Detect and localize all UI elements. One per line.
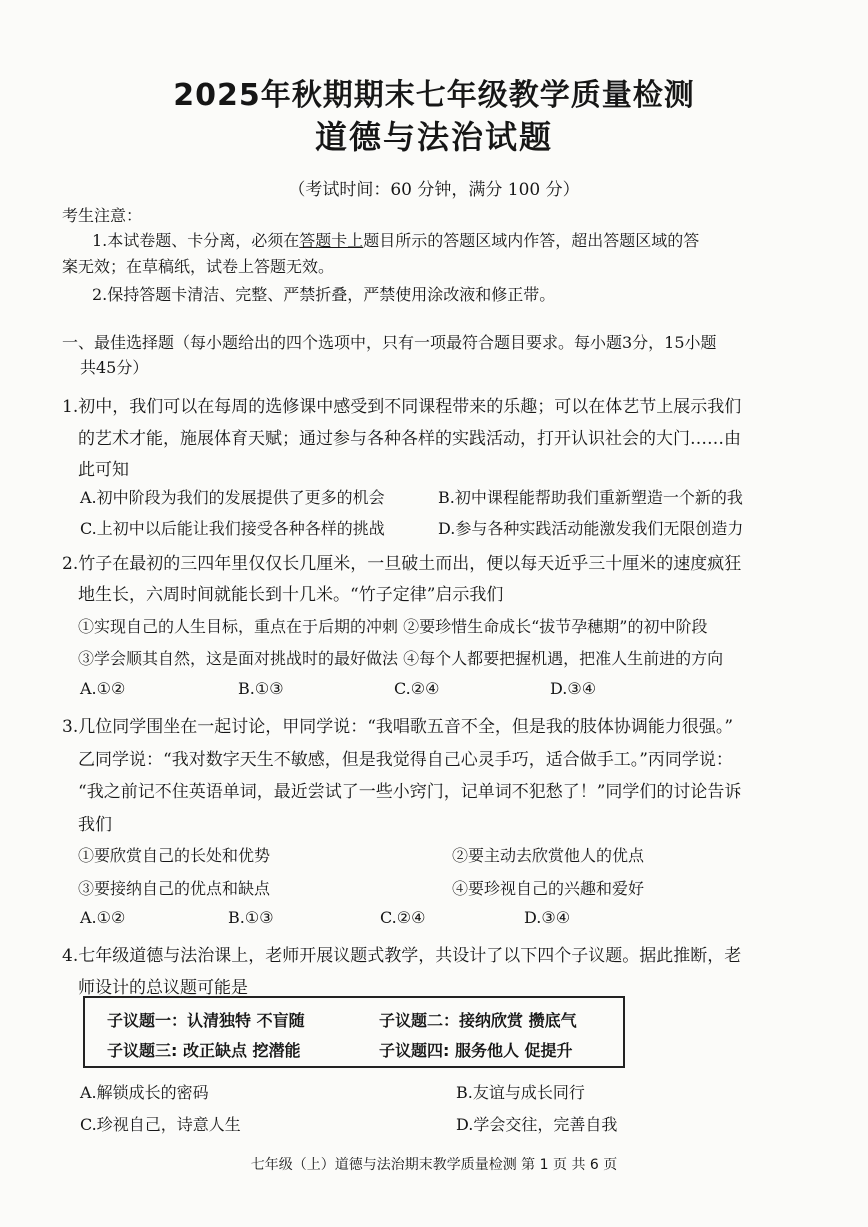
question-3-option-d: D.③④ [524,908,571,927]
question-1-line-1: 1.初中，我们可以在每周的选修课中感受到不同课程带来的乐趣；可以在体艺节上展示我们 [62,397,742,417]
question-4-option-d: D.学会交往，完善自我 [456,1115,618,1134]
notice-item-1-part-b: 题目所示的答题区域内作答，超出答题区域的答 [363,231,700,250]
question-2-option-d: D.③④ [550,679,597,698]
question-3-line-2: 乙同学说：“我对数字天生不敏感，但是我觉得自己心灵手巧，适合做手工。”丙同学说： [78,750,733,770]
question-3-line-1: 3.几位同学围坐在一起讨论，甲同学说：“我唱歌五音不全，但是我的肢体协调能力很强。” [62,717,734,737]
question-3-line-4: 我们 [78,815,112,835]
question-2-line-1: 2.竹子在最初的三四年里仅仅长几厘米，一旦破土而出，便以每天近乎三十厘米的速度疯狂 [62,554,742,574]
question-2-statement-row-2: ③学会顺其自然，这是面对挑战时的最好做法 ④每个人都要把握机遇，把准人生前进的方向 [78,649,724,668]
question-4-option-b: B.友谊与成长同行 [456,1083,585,1102]
question-2-option-b: B.①③ [238,679,284,698]
exam-info: （考试时间：60 分钟，满分 100 分） [288,180,580,200]
notice-item-1-underlined: 答题卡上 [299,231,364,250]
question-4-option-c: C.珍视自己，诗意人生 [80,1115,241,1134]
question-3-statement-4: ④要珍视自己的兴趣和爱好 [452,879,645,898]
question-3-statement-2: ②要主动去欣赏他人的优点 [452,846,645,865]
question-1-option-c: C.上初中以后能让我们接受各种各样的挑战 [80,519,385,538]
question-3-line-3: “我之前记不住英语单词，最近尝试了一些小窍门，记单词不犯愁了！”同学们的讨论告诉 [78,782,742,802]
page-footer: 七年级（上）道德与法治期末教学质量检测 第 1 页 共 6 页 [250,1157,618,1173]
sub-topic-4: 子议题四: 服务他人 促提升 [379,1041,573,1060]
section-1-heading-cont: 共45分） [80,358,149,377]
question-1-option-d: D.参与各种实践活动能激发我们无限创造力 [438,519,744,538]
sub-topics-box [83,996,625,1068]
question-1-line-3: 此可知 [78,460,129,480]
question-3-option-a: A.①② [80,908,126,927]
question-3-statement-3: ③要接纳自己的优点和缺点 [78,879,271,898]
question-1-line-2: 的艺术才能，施展体育天赋；通过参与各种各样的实践活动，打开认识社会的大门……由 [78,429,741,449]
question-3-statement-1: ①要欣赏自己的长处和优势 [78,846,271,865]
sub-topic-3: 子议题三: 改正缺点 挖潜能 [107,1041,301,1060]
notice-item-2: 2.保持答题卡清洁、完整、严禁折叠，严禁使用涂改液和修正带。 [92,285,556,304]
notice-item-1 [92,228,699,251]
notice-item-1-part-a: 1.本试卷题、卡分离，必须在 [92,231,300,250]
question-1-option-a: A.初中阶段为我们的发展提供了更多的机会 [80,488,385,507]
section-1-heading: 一、最佳选择题（每小题给出的四个选项中，只有一项最符合题目要求。每小题3分，15小题 [62,333,717,352]
question-2-statement-row-1: ①实现自己的人生目标，重点在于后期的冲刺 ②要珍惜生命成长“拔节孕穗期”的初中阶段 [78,617,708,636]
question-4-line-1: 4.七年级道德与法治课上，老师开展议题式教学，共设计了以下四个子议题。据此推断，老 [62,946,742,966]
question-2-option-a: A.①② [80,679,126,698]
question-4-line-2: 师设计的总议题可能是 [78,978,248,998]
sub-topic-2: 子议题二：接纳欣赏 攒底气 [379,1011,577,1030]
subject-title: 道德与法治试题 [314,118,553,156]
question-2-option-c: C.②④ [394,679,440,698]
notice-heading: 考生注意： [62,206,143,225]
sub-topic-1: 子议题一：认清独特 不盲随 [107,1011,305,1030]
question-3-option-b: B.①③ [228,908,274,927]
question-1-option-b: B.初中课程能帮助我们重新塑造一个新的我 [438,488,743,507]
question-4-option-a: A.解锁成长的密码 [80,1083,209,1102]
notice-item-1-cont: 案无效；在草稿纸，试卷上答题无效。 [62,257,335,276]
question-3-option-c: C.②④ [380,908,426,927]
exam-title: 2025年秋期期末七年级教学质量检测 [173,78,695,113]
question-2-line-2: 地生长，六周时间就能长到十几米。“竹子定律”启示我们 [78,585,504,605]
